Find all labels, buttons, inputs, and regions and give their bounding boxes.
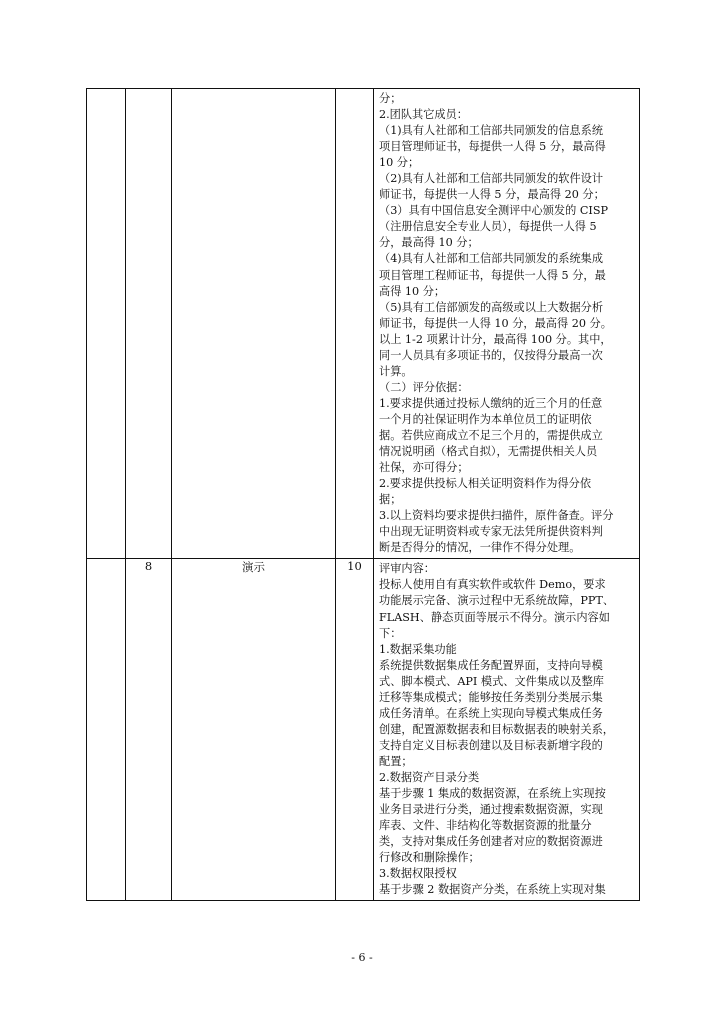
criteria-line: 创建，配置源数据表和目标数据表的映射关系， [379, 722, 614, 736]
criteria-line: 10 分； [379, 156, 420, 170]
criteria-text [374, 89, 639, 558]
criteria-line: （注册信息安全专业人员），每提供一人得 5 [379, 220, 597, 234]
criteria-line: 功能展示完备、演示过程中无系统故障，PPT、 [379, 594, 615, 608]
criteria-cell [374, 559, 640, 901]
criteria-line: 下： [379, 626, 402, 640]
criteria-line: 配置； [379, 754, 413, 768]
criteria-line: 一个月的社保证明作为本单位员工的证明依 [379, 412, 592, 426]
criteria-line: 分； [379, 92, 402, 105]
criteria-line: 师证书，每提供一人得 5 分，最高得 20 分； [379, 188, 605, 202]
score-cell [336, 89, 374, 559]
criteria-line: （1)具有人社部和工信部共同颁发的信息系统 [379, 124, 604, 138]
criteria-line: 基于步骤 1 集成的数据资源，在系统上实现按 [379, 787, 606, 801]
table-row [87, 559, 640, 901]
criteria-line: 业务目录进行分类，通过搜索数据资源，实现 [379, 803, 603, 817]
criteria-line: 迁移等集成模式；能够按任务类别分类展示集 [379, 690, 603, 704]
criteria-text [374, 559, 639, 900]
criteria-line: 情况说明函（格式自拟），无需提供相关人员 [379, 445, 598, 459]
scoring-table [86, 88, 640, 901]
criteria-line: 2.要求提供投标人相关证明资料作为得分依 [379, 477, 592, 491]
criteria-line: （5)具有工信部颁发的高级或以上大数据分析 [379, 300, 604, 314]
criteria-line: 分，最高得 10 分； [379, 236, 479, 250]
criteria-line: 1.要求提供通过投标人缴纳的近三个月的任意 [379, 396, 603, 410]
criteria-line: 类，支持对集成任务创建者对应的数据资源进 [379, 835, 603, 849]
criteria-line: 师证书，每提供一人得 10 分，最高得 20 分。 [379, 316, 612, 330]
criteria-line: 据； [379, 493, 402, 507]
criteria-line: 3.以上资料均要求提供扫描件，原件备查。评分 [379, 509, 614, 523]
page-number: - 6 - [351, 951, 373, 964]
criteria-line: 库表、文件、非结构化等数据资源的批量分 [379, 819, 592, 833]
criteria-line: 社保，亦可得分； [379, 461, 469, 475]
criteria-line: 基于步骤 2 数据资产分类，在系统上实现对集 [379, 883, 606, 897]
criteria-line: 项目管理工程师证书，每提供一人得 5 分，最 [379, 268, 606, 282]
item-cell: 演示 [172, 559, 336, 901]
criteria-line: 据。若供应商成立不足三个月的，需提供成立 [379, 428, 603, 442]
criteria-line: 式、脚本模式、API 模式、文件集成以及整库 [379, 674, 604, 688]
criteria-line: 支持自定义目标表创建以及目标表新增字段的 [379, 738, 603, 752]
outer-margin-cell [87, 89, 126, 559]
criteria-line: FLASH、静态页面等展示不得分。演示内容如 [379, 610, 610, 624]
criteria-line: 2.数据资产目录分类 [379, 770, 480, 784]
criteria-line: （2)具有人社部和工信部共同颁发的软件设计 [379, 172, 604, 186]
criteria-line: 高得 10 分； [379, 284, 446, 298]
criteria-line: （二）评分依据： [379, 380, 469, 394]
seq-cell [126, 89, 172, 559]
criteria-line: （3）具有中国信息安全测评中心颁发的 CISP [379, 204, 609, 218]
criteria-line: 系统提供数据集成任务配置界面，支持向导模 [379, 658, 603, 672]
criteria-line: （4)具有人社部和工信部共同颁发的系统集成 [379, 252, 604, 266]
criteria-line: 投标人使用自有真实软件或软件 Demo，要求 [379, 578, 606, 592]
criteria-line: 计算。 [379, 364, 413, 378]
table-row [87, 89, 640, 559]
seq-cell: 8 [126, 559, 172, 901]
criteria-line: 3.数据权限授权 [379, 867, 457, 881]
criteria-line: 断是否得分的情况，一律作不得分处理。 [379, 541, 581, 555]
item-cell [172, 89, 336, 559]
criteria-line: 中出现无证明资料或专家无法凭所提供资料判 [379, 525, 603, 539]
criteria-line: 行修改和删除操作； [379, 851, 480, 865]
criteria-line: 评审内容： [379, 562, 435, 576]
criteria-line: 项目管理师证书，每提供一人得 5 分，最高得 [379, 140, 606, 154]
criteria-cell [374, 89, 640, 559]
criteria-line: 1.数据采集功能 [379, 642, 457, 656]
criteria-line: 同一人员具有多项证书的，仅按得分最高一次 [379, 348, 603, 362]
criteria-line: 以上 1-2 项累计计分，最高得 100 分。其中， [379, 332, 612, 346]
criteria-line: 2.团队其它成员： [379, 108, 468, 122]
outer-margin-cell [87, 559, 126, 901]
criteria-line: 成任务清单。在系统上实现向导模式集成任务 [379, 706, 603, 720]
score-cell: 10 [336, 559, 374, 901]
